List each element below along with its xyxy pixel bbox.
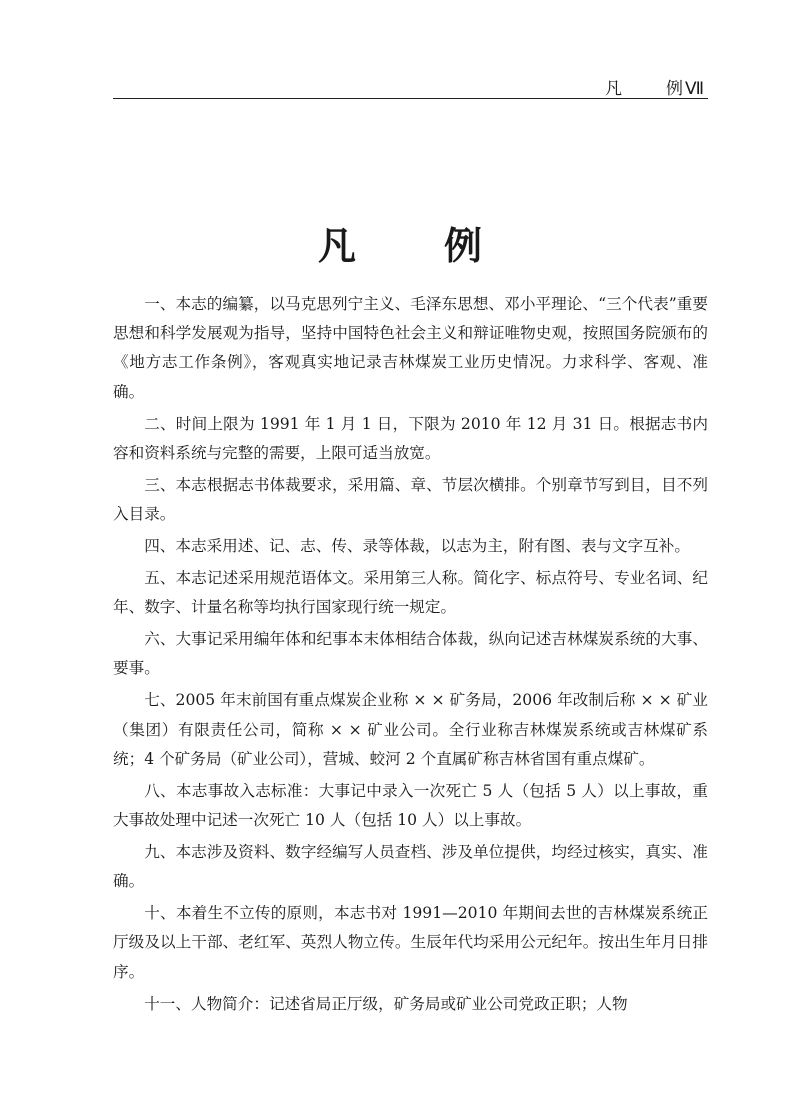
page-title-char-1: 凡	[317, 224, 356, 268]
paragraph-1: 一、本志的编纂，以马克思列宁主义、毛泽东思想、邓小平理论、“三个代表”重要思想和科学发展观为指导，坚持中国特色社会主义和辩证唯物史观，按照国务院颁布的《地方志工作条例》，客观真实地记录吉林煤炭工业历史情况。力求科学、客观、准确。	[113, 295, 708, 401]
running-head-word-2: 例	[665, 79, 683, 99]
body-text	[113, 290, 708, 1022]
paragraph-9: 九、本志涉及资料、数字经编写人员查档、涉及单位提供，均经过核实，真实、准确。	[113, 843, 708, 891]
paragraph-5: 五、本志记述采用规范语体文。采用第三人称。简化字、标点符号、专业名词、纪年、数字、计量名称等均执行国家现行统一规定。	[113, 569, 708, 617]
running-head	[113, 72, 708, 99]
paragraph-7: 七、2005 年末前国有重点煤炭企业称 × × 矿务局，2006 年改制后称 × × 矿业（集团）有限责任公司，简称 × × 矿业公司。全行业称吉林煤炭系统或吉林煤矿系统；4 个矿务局（矿业公司），营城、蛟河 2 个直属矿称吉林省国有重点煤矿。	[113, 691, 708, 768]
paragraph-4: 四、本志采用述、记、志、传、录等体裁，以志为主，附有图、表与文字互补。	[144, 537, 690, 556]
paragraph-10: 十、本着生不立传的原则，本志书对 1991—2010 年期间去世的吉林煤炭系统正厅级及以上干部、老红军、英烈人物立传。生辰年代均采用公元纪年。按出生年月日排序。	[113, 904, 708, 981]
paragraph-6: 六、大事记采用编年体和纪事本末体相结合体裁，纵向记述吉林煤炭系统的大事、要事。	[113, 630, 708, 678]
running-head-text	[605, 74, 704, 99]
page-title-char-2: 例	[444, 224, 483, 268]
page-title	[0, 215, 800, 270]
paragraph-8: 八、本志事故入志标准：大事记中录入一次死亡 5 人（包括 5 人）以上事故，重大事故处理中记述一次死亡 10 人（包括 10 人）以上事故。	[113, 781, 708, 830]
paragraph-3: 三、本志根据志书体裁要求，采用篇、章、节层次横排。个别章节写到目，目不列入目录。	[113, 475, 708, 524]
paragraph-11: 十一、人物简介：记述省局正厅级，矿务局或矿业公司党政正职；人物	[144, 994, 628, 1013]
page-number: Ⅶ	[684, 79, 704, 98]
running-head-word-1: 凡	[604, 79, 622, 99]
paragraph-2: 二、时间上限为 1991 年 1 月 1 日，下限为 2010 年 12 月 31 日。根据志书内容和资料系统与完整的需要，上限可适当放宽。	[113, 414, 708, 462]
